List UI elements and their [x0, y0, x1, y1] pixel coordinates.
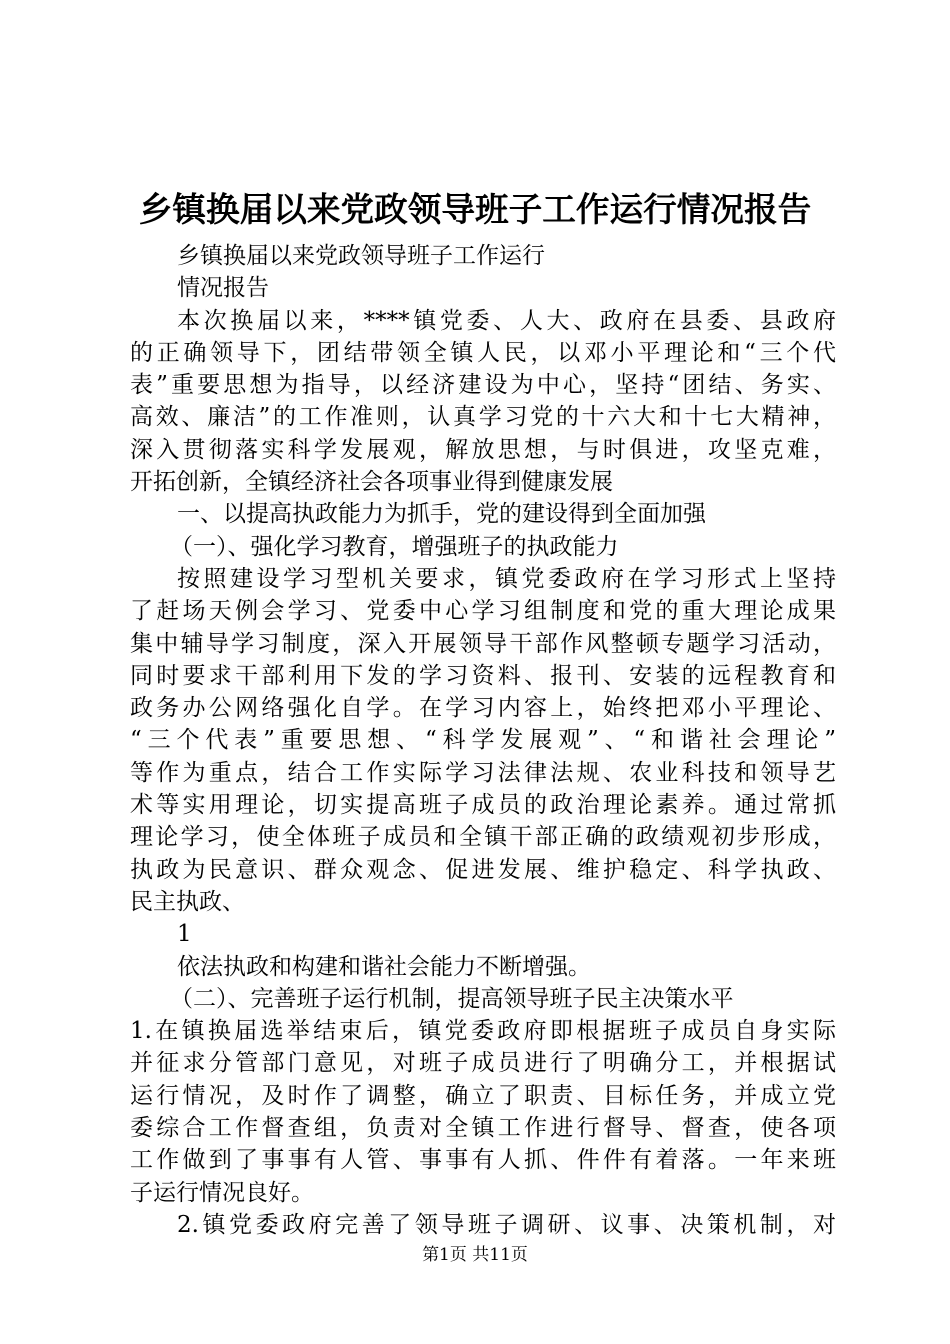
- text-line: 一、以提高执政能力为抓手，党的建设得到全面加强: [177, 501, 706, 528]
- text-line: 并征求分管部门意见，对班子成员进行了明确分工，并根据试: [130, 1050, 836, 1077]
- text-line: 术等实用理论，切实提高班子成员的政治理论素养。通过常抓: [130, 792, 836, 819]
- text-line: （一）、强化学习教育，增强班子的执政能力: [170, 533, 619, 560]
- text-line: 工作做到了事事有人管、事事有人抓、件件有着落。一年来班: [130, 1147, 836, 1174]
- text-line: （二）、完善班子运行机制，提高领导班子民主决策水平: [170, 985, 734, 1012]
- text-line: 的正确领导下，团结带领全镇人民，以邓小平理论和“三个代: [130, 339, 836, 366]
- document-body: [130, 240, 836, 1241]
- text-line: 开拓创新，全镇经济社会各项事业得到健康发展: [130, 469, 613, 496]
- text-line: 了赶场天例会学习、党委中心学习组制度和党的重大理论成果: [130, 598, 836, 625]
- text-line: 依法执政和构建和谐社会能力不断增强。: [177, 953, 591, 980]
- text-line: 执政为民意识、群众观念、促进发展、维护稳定、科学执政、: [130, 856, 836, 883]
- text-line: 1: [177, 921, 192, 948]
- text-line: 子运行情况良好。: [130, 1179, 314, 1206]
- text-line: 高效、廉洁”的工作准则，认真学习党的十六大和十七大精神，: [130, 404, 836, 431]
- text-line: 同时要求干部利用下发的学习资料、报刊、安装的远程教育和: [130, 662, 836, 689]
- text-line: 民主执政、: [130, 888, 245, 915]
- text-line: 表”重要思想为指导，以经济建设为中心，坚持“团结、务实、: [130, 372, 836, 399]
- text-line: 运行情况，及时作了调整，确立了职责、目标任务，并成立党: [130, 1082, 836, 1109]
- text-line: 委综合工作督查组，负责对全镇工作进行督导、督查，使各项: [130, 1115, 836, 1142]
- text-line: 按照建设学习型机关要求，镇党委政府在学习形式上坚持: [177, 565, 836, 592]
- text-line: 深入贯彻落实科学发展观，解放思想，与时俱进，攻坚克难，: [130, 436, 836, 463]
- text-line: 等作为重点，结合工作实际学习法律法规、农业科技和领导艺: [130, 759, 836, 786]
- text-line: 政务办公网络强化自学。在学习内容上，始终把邓小平理论、: [130, 695, 836, 722]
- text-line: 2.镇党委政府完善了领导班子调研、议事、决策机制，对: [177, 1211, 836, 1238]
- text-line: 集中辅导学习制度，深入开展领导干部作风整顿专题学习活动，: [130, 630, 836, 657]
- page-footer: 第1页 共11页: [422, 1245, 528, 1265]
- text-line: 1.在镇换届选举结束后，镇党委政府即根据班子成员自身实际: [130, 1018, 836, 1045]
- text-line: 情况报告: [177, 275, 269, 302]
- text-line: 本次换届以来，****镇党委、人大、政府在县委、县政府: [177, 307, 836, 334]
- document-title: 乡镇换届以来党政领导班子工作运行情况报告: [138, 189, 812, 229]
- text-line: “三个代表”重要思想、“科学发展观”、“和谐社会理论”: [130, 727, 836, 754]
- text-line: 理论学习，使全体班子成员和全镇干部正确的政绩观初步形成，: [130, 824, 836, 851]
- text-line: 乡镇换届以来党政领导班子工作运行: [177, 243, 545, 269]
